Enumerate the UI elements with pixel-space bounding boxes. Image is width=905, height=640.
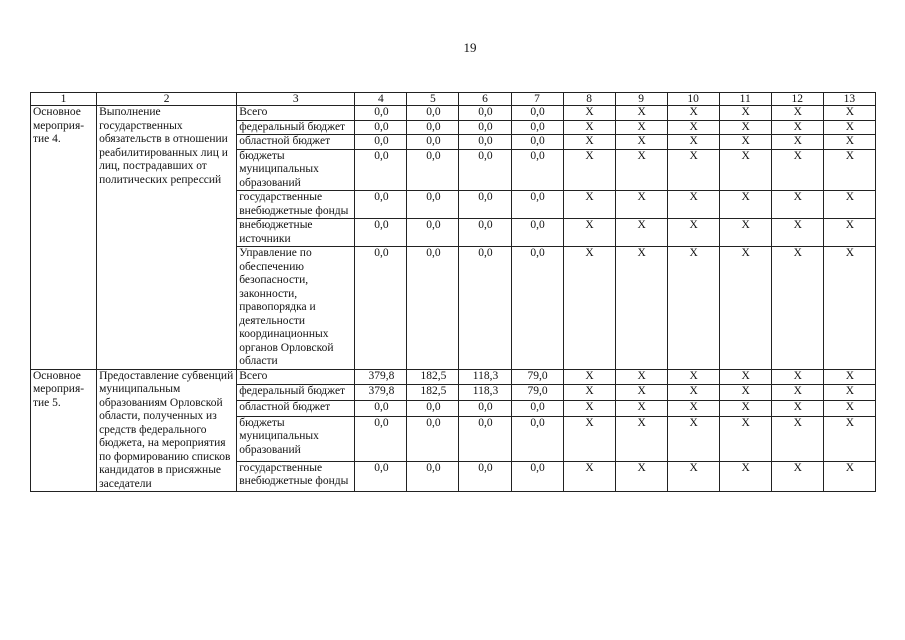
amount-cell: 0,0 — [511, 106, 563, 121]
amount-cell: 0,0 — [407, 149, 459, 191]
amount-cell: 0,0 — [459, 135, 511, 150]
mark-cell: X — [667, 247, 719, 370]
column-number: 6 — [459, 93, 511, 106]
column-number: 10 — [667, 93, 719, 106]
funding-source: бюджеты муниципальных образований — [237, 149, 355, 191]
mark-cell: X — [615, 135, 667, 150]
mark-cell: X — [563, 461, 615, 491]
measure-label: Основное мероприя-тие 5. — [31, 369, 97, 492]
mark-cell: X — [615, 400, 667, 416]
column-number: 3 — [237, 93, 355, 106]
measure-name: Выполнение государственных обязательств в отношении реабилитированных лиц и лиц, пострадавших от политических репрессий — [97, 106, 237, 370]
table-row — [31, 106, 876, 121]
measure-label: Основное мероприя-тие 4. — [31, 106, 97, 370]
mark-cell: X — [563, 106, 615, 121]
mark-cell: X — [667, 369, 719, 385]
mark-cell: X — [823, 385, 875, 401]
mark-cell: X — [823, 461, 875, 491]
mark-cell: X — [615, 385, 667, 401]
mark-cell: X — [667, 461, 719, 491]
mark-cell: X — [563, 369, 615, 385]
amount-cell: 379,8 — [355, 369, 407, 385]
mark-cell: X — [771, 219, 823, 247]
mark-cell: X — [823, 219, 875, 247]
amount-cell: 0,0 — [459, 416, 511, 461]
amount-cell: 0,0 — [459, 120, 511, 135]
funding-source: областной бюджет — [237, 400, 355, 416]
mark-cell: X — [823, 369, 875, 385]
amount-cell: 0,0 — [459, 219, 511, 247]
mark-cell: X — [667, 219, 719, 247]
amount-cell: 0,0 — [407, 219, 459, 247]
mark-cell: X — [563, 385, 615, 401]
mark-cell: X — [563, 120, 615, 135]
amount-cell: 0,0 — [407, 461, 459, 491]
amount-cell: 0,0 — [511, 219, 563, 247]
mark-cell: X — [719, 416, 771, 461]
mark-cell: X — [771, 461, 823, 491]
amount-cell: 0,0 — [407, 400, 459, 416]
mark-cell: X — [771, 120, 823, 135]
mark-cell: X — [771, 247, 823, 370]
page-number: 19 — [463, 40, 477, 55]
amount-cell: 0,0 — [355, 191, 407, 219]
funding-source: государственные внебюджетные фонды — [237, 461, 355, 491]
column-number: 8 — [563, 93, 615, 106]
mark-cell: X — [667, 135, 719, 150]
amount-cell: 0,0 — [407, 135, 459, 150]
mark-cell: X — [563, 135, 615, 150]
mark-cell: X — [719, 106, 771, 121]
mark-cell: X — [771, 106, 823, 121]
amount-cell: 0,0 — [459, 106, 511, 121]
mark-cell: X — [771, 191, 823, 219]
mark-cell: X — [719, 149, 771, 191]
mark-cell: X — [771, 416, 823, 461]
mark-cell: X — [615, 106, 667, 121]
amount-cell: 0,0 — [407, 106, 459, 121]
measure-name: Предоставление субвенций муниципальным образованиям Орловской области, полученных из средств федерального бюджета, на мероприятия по формированию списков кандидатов в присяжные заседатели — [97, 369, 237, 492]
mark-cell: X — [615, 149, 667, 191]
column-number: 4 — [355, 93, 407, 106]
mark-cell: X — [719, 247, 771, 370]
amount-cell: 0,0 — [511, 416, 563, 461]
amount-cell: 0,0 — [459, 247, 511, 370]
amount-cell: 182,5 — [407, 369, 459, 385]
amount-cell: 0,0 — [407, 247, 459, 370]
mark-cell: X — [719, 369, 771, 385]
amount-cell: 0,0 — [511, 400, 563, 416]
funding-source: Всего — [237, 106, 355, 121]
amount-cell: 79,0 — [511, 369, 563, 385]
mark-cell: X — [667, 120, 719, 135]
amount-cell: 0,0 — [459, 461, 511, 491]
amount-cell: 0,0 — [355, 219, 407, 247]
mark-cell: X — [615, 369, 667, 385]
amount-cell: 0,0 — [355, 106, 407, 121]
funding-source: федеральный бюджет — [237, 120, 355, 135]
mark-cell: X — [823, 400, 875, 416]
mark-cell: X — [719, 120, 771, 135]
mark-cell: X — [615, 219, 667, 247]
amount-cell: 0,0 — [407, 416, 459, 461]
mark-cell: X — [563, 247, 615, 370]
column-number: 11 — [719, 93, 771, 106]
mark-cell: X — [719, 135, 771, 150]
mark-cell: X — [615, 416, 667, 461]
funding-source: Всего — [237, 369, 355, 385]
mark-cell: X — [667, 416, 719, 461]
mark-cell: X — [615, 461, 667, 491]
mark-cell: X — [563, 149, 615, 191]
mark-cell: X — [719, 461, 771, 491]
amount-cell: 0,0 — [511, 135, 563, 150]
column-number: 1 — [31, 93, 97, 106]
column-number: 2 — [97, 93, 237, 106]
mark-cell: X — [615, 120, 667, 135]
mark-cell: X — [771, 149, 823, 191]
funding-source: федеральный бюджет — [237, 385, 355, 401]
funding-source: Управление по обеспечению безопасности, законности, правопорядка и деятельности координационных органов Орловской области — [237, 247, 355, 370]
mark-cell: X — [615, 247, 667, 370]
mark-cell: X — [719, 219, 771, 247]
amount-cell: 79,0 — [511, 385, 563, 401]
mark-cell: X — [823, 416, 875, 461]
amount-cell: 0,0 — [511, 120, 563, 135]
amount-cell: 0,0 — [355, 120, 407, 135]
amount-cell: 0,0 — [459, 149, 511, 191]
amount-cell: 118,3 — [459, 369, 511, 385]
column-number: 7 — [511, 93, 563, 106]
column-number: 5 — [407, 93, 459, 106]
funding-source: областной бюджет — [237, 135, 355, 150]
column-number: 13 — [823, 93, 875, 106]
column-number: 12 — [771, 93, 823, 106]
amount-cell: 0,0 — [355, 416, 407, 461]
amount-cell: 0,0 — [511, 461, 563, 491]
mark-cell: X — [771, 385, 823, 401]
column-number-row — [31, 93, 876, 106]
mark-cell: X — [667, 106, 719, 121]
amount-cell: 379,8 — [355, 385, 407, 401]
amount-cell: 182,5 — [407, 385, 459, 401]
mark-cell: X — [823, 149, 875, 191]
table-row — [31, 369, 876, 385]
amount-cell: 0,0 — [355, 135, 407, 150]
column-number: 9 — [615, 93, 667, 106]
mark-cell: X — [563, 191, 615, 219]
amount-cell: 0,0 — [511, 247, 563, 370]
amount-cell: 0,0 — [407, 191, 459, 219]
mark-cell: X — [823, 247, 875, 370]
funding-source: внебюджетные источники — [237, 219, 355, 247]
amount-cell: 0,0 — [407, 120, 459, 135]
mark-cell: X — [563, 416, 615, 461]
mark-cell: X — [667, 385, 719, 401]
mark-cell: X — [719, 191, 771, 219]
mark-cell: X — [667, 191, 719, 219]
mark-cell: X — [667, 400, 719, 416]
amount-cell: 0,0 — [459, 400, 511, 416]
amount-cell: 118,3 — [459, 385, 511, 401]
mark-cell: X — [771, 369, 823, 385]
amount-cell: 0,0 — [355, 400, 407, 416]
mark-cell: X — [823, 106, 875, 121]
amount-cell: 0,0 — [459, 191, 511, 219]
table-body — [31, 93, 876, 492]
amount-cell: 0,0 — [511, 149, 563, 191]
mark-cell: X — [823, 120, 875, 135]
mark-cell: X — [615, 191, 667, 219]
amount-cell: 0,0 — [355, 247, 407, 370]
mark-cell: X — [771, 135, 823, 150]
mark-cell: X — [563, 219, 615, 247]
funding-source: бюджеты муниципальных образований — [237, 416, 355, 461]
mark-cell: X — [823, 135, 875, 150]
mark-cell: X — [719, 385, 771, 401]
mark-cell: X — [719, 400, 771, 416]
mark-cell: X — [563, 400, 615, 416]
mark-cell: X — [667, 149, 719, 191]
amount-cell: 0,0 — [355, 461, 407, 491]
amount-cell: 0,0 — [511, 191, 563, 219]
mark-cell: X — [823, 191, 875, 219]
mark-cell: X — [771, 400, 823, 416]
funding-source: государственные внебюджетные фонды — [237, 191, 355, 219]
amount-cell: 0,0 — [355, 149, 407, 191]
budget-table — [30, 92, 876, 492]
